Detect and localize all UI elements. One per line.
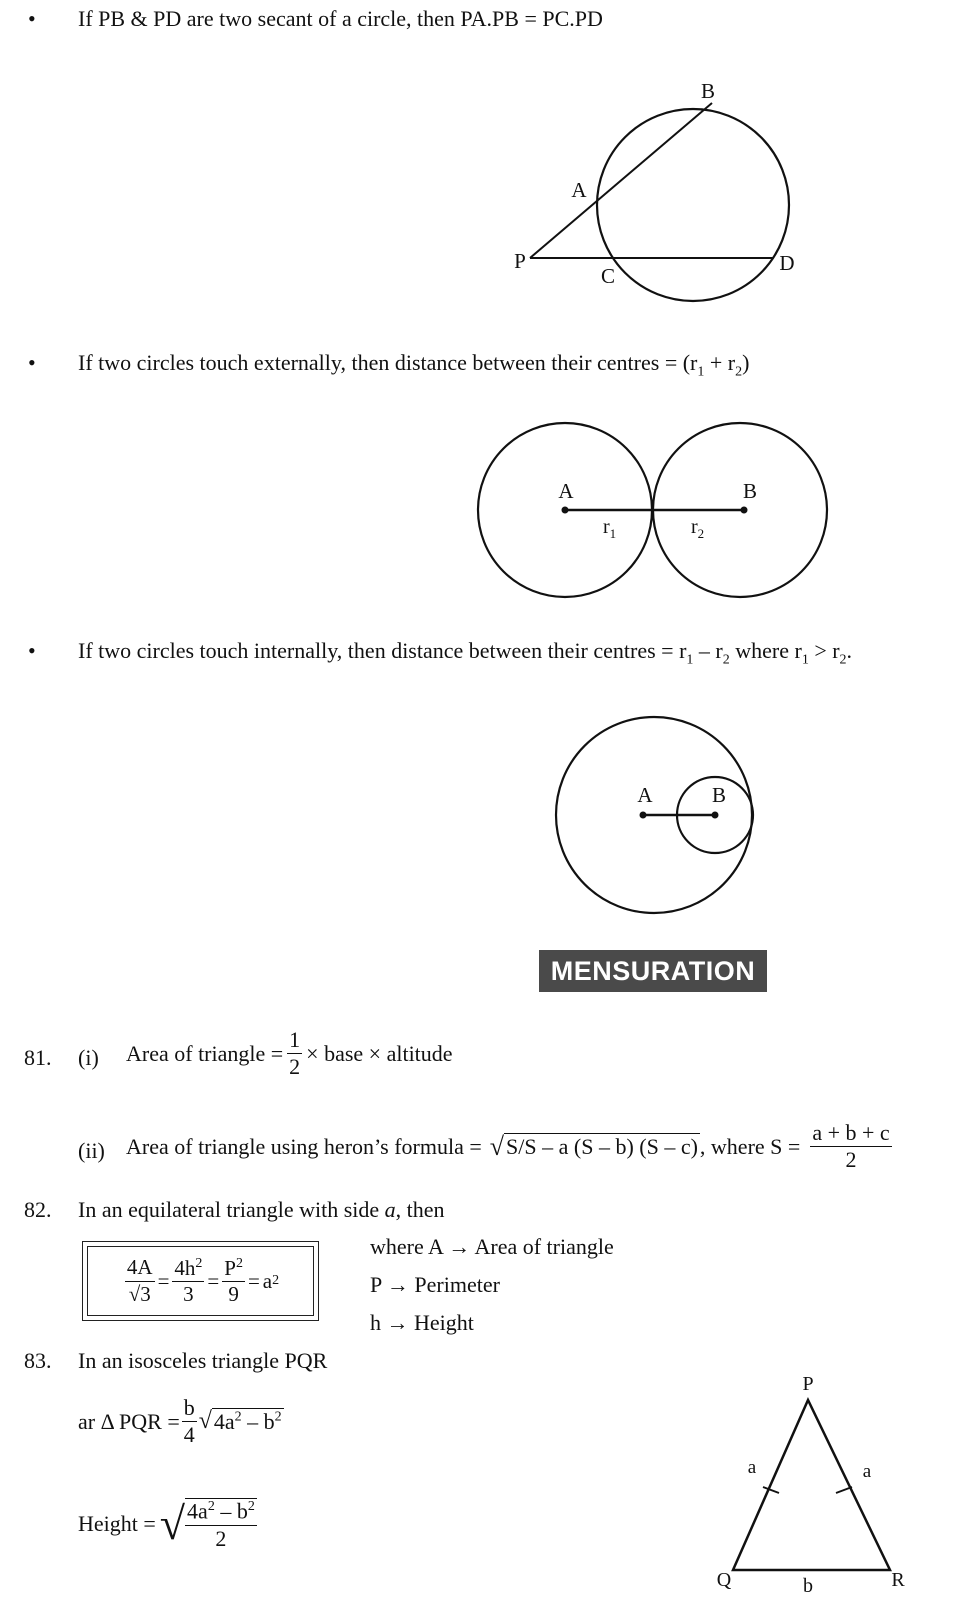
label-r: R bbox=[891, 1569, 905, 1591]
item-number: 82. bbox=[24, 1197, 52, 1222]
label-a-left: a bbox=[747, 1457, 757, 1478]
bullet-marker: • bbox=[28, 6, 36, 31]
secant-theorem-text: If PB & PD are two secant of a circle, then PA.PB = PC.PD bbox=[78, 6, 603, 31]
bullet-marker: • bbox=[28, 350, 36, 375]
internal-touch-text: If two circles touch internally, then distance between their centres = $r_1 - r_2$ where $r_1 > r_2$. bbox=[78, 638, 853, 668]
subitem-label: (i) bbox=[78, 1045, 99, 1070]
legend-area: where A → Area of triangle bbox=[370, 1234, 614, 1259]
label-b: B bbox=[700, 79, 716, 103]
isosceles-height-formula: Height = √ $\frac{4a^2 - b^2}{2}$ bbox=[78, 1498, 255, 1551]
tick-right bbox=[836, 1487, 852, 1493]
external-circles-figure bbox=[0, 400, 968, 610]
isosceles-text: In an isosceles triangle PQR bbox=[78, 1348, 328, 1373]
label-b: b bbox=[803, 1575, 813, 1597]
secant-line-pb bbox=[530, 103, 712, 258]
isosceles-area-formula: ar Δ PQR = $\frac{b}{4}$ √ $4a^2 - b^2$ bbox=[78, 1395, 282, 1448]
label-a: A bbox=[558, 479, 574, 503]
equilateral-text: In an equilateral triangle with side a, then bbox=[78, 1197, 445, 1222]
tick-left bbox=[763, 1487, 779, 1493]
item-number: 83. bbox=[24, 1348, 52, 1373]
section-heading: MENSURATION bbox=[539, 950, 767, 992]
triangle-pqr bbox=[733, 1400, 890, 1570]
label-d: D bbox=[779, 251, 795, 275]
label-a-right: a bbox=[862, 1461, 872, 1482]
label-q: Q bbox=[716, 1569, 732, 1591]
label-a: A bbox=[571, 178, 587, 202]
label-p: P bbox=[802, 1373, 814, 1395]
equilateral-formula-box: $\frac{4A}{√3}$ = $\frac{4h^2}{3}$ = $\frac{P^2}{9}$ = a 2 bbox=[82, 1241, 319, 1321]
label-b: B bbox=[711, 783, 727, 807]
triangle-area-formula: Area of triangle = $\frac{1}{2}$ × base × altitude bbox=[126, 1027, 453, 1080]
legend-height: h → Height bbox=[370, 1310, 474, 1335]
bullet-marker: • bbox=[28, 638, 36, 663]
legend-perimeter: P → Perimeter bbox=[370, 1272, 500, 1297]
item-number: 81. bbox=[24, 1045, 52, 1070]
secant-figure bbox=[0, 0, 968, 320]
label-p: P bbox=[514, 249, 526, 273]
label-a: A bbox=[637, 783, 653, 807]
label-c: C bbox=[600, 264, 616, 288]
label-r1: $r_1$ bbox=[603, 516, 617, 541]
external-touch-text: If two circles touch externally, then distance between their centres = $(r_1 + r_2)$ bbox=[78, 350, 750, 380]
internal-circles-figure bbox=[0, 700, 968, 920]
isosceles-triangle-figure bbox=[700, 1370, 920, 1600]
herons-formula: Area of triangle using heron’s formula = √ S/S – a (S – b) (S – c) , where S = $\frac{a + b + c}{2}$ bbox=[126, 1120, 890, 1173]
subitem-label: (ii) bbox=[78, 1138, 105, 1163]
secant-circle bbox=[597, 109, 789, 301]
label-b: B bbox=[742, 479, 758, 503]
label-r2: $r_2$ bbox=[691, 516, 705, 541]
